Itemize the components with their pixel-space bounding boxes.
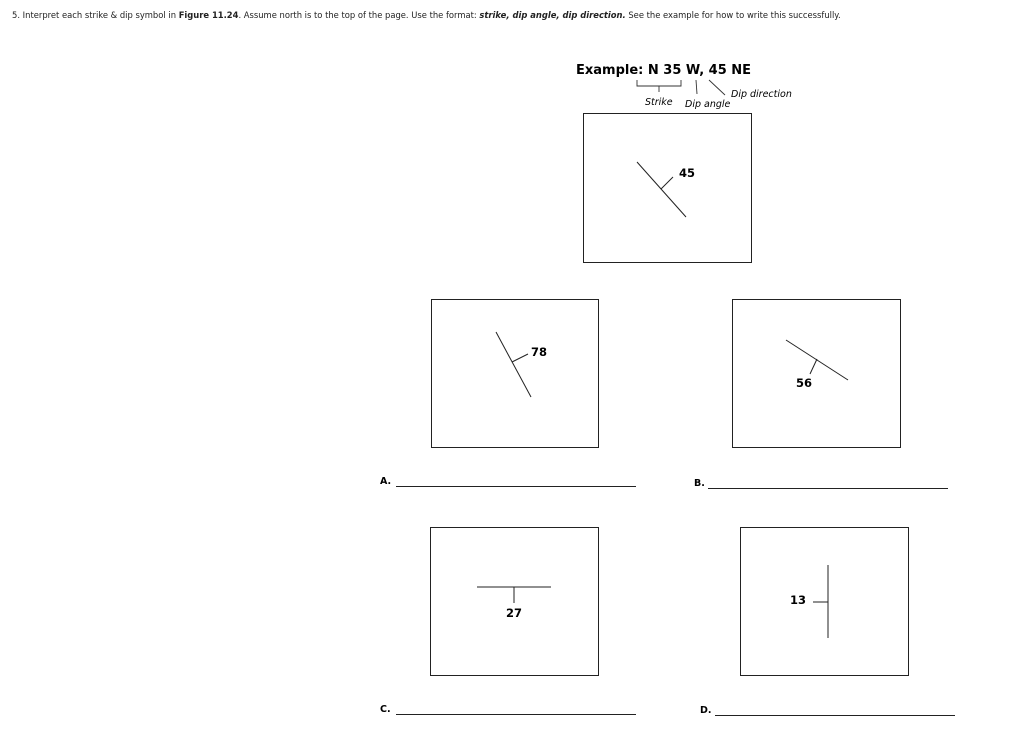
symbol-d-strike-dip: [741, 528, 910, 677]
symbol-box-d: [740, 527, 909, 676]
strike-bracket: [637, 80, 681, 86]
answer-b-label: B.: [694, 478, 705, 489]
instruction-number: 5.: [12, 10, 20, 20]
symbol-box-a: [431, 299, 599, 448]
symbol-b-dip-tick: [810, 359, 817, 374]
symbol-box-b: [732, 299, 901, 448]
symbol-d-dip-value: 13: [790, 593, 807, 607]
answer-format: strike, dip angle, dip direction.: [479, 10, 626, 20]
strike-annotation: Strike: [645, 97, 673, 108]
example-strike-dip-symbol: [584, 114, 753, 264]
symbol-a-dip-tick: [512, 354, 528, 362]
answer-c-label: C.: [380, 704, 391, 715]
answer-d-line[interactable]: [715, 715, 955, 716]
dip-direction-pointer: [709, 80, 725, 95]
answer-c-line[interactable]: [396, 714, 636, 715]
example-title: Example: N 35 W, 45 NE: [576, 63, 752, 78]
answer-d-label: D.: [700, 705, 712, 716]
symbol-a-strike-line: [496, 332, 531, 397]
symbol-c-dip-value: 27: [506, 606, 523, 620]
instruction-tail: See the example for how to write this successfully.: [628, 10, 841, 20]
instruction-lead: Interpret each strike & dip symbol in: [22, 10, 177, 20]
answer-a-line[interactable]: [396, 486, 636, 487]
example-dip-value: 45: [679, 166, 696, 180]
symbol-c-strike-dip: [431, 528, 600, 677]
dip-angle-annotation: Dip angle: [685, 99, 731, 110]
dip-direction-annotation: Dip direction: [731, 89, 792, 100]
symbol-a-strike-dip: [432, 300, 600, 449]
instruction-text: [12, 10, 841, 20]
symbol-a-dip-value: 78: [531, 345, 548, 359]
example-symbol-box: [583, 113, 752, 263]
symbol-b-dip-value: 56: [796, 376, 813, 390]
answer-b-line[interactable]: [708, 488, 948, 489]
dip-angle-pointer: [696, 80, 697, 94]
figure-reference: Figure 11.24: [178, 10, 239, 20]
answer-a-label: A.: [380, 476, 392, 487]
instruction-mid: . Assume north is to the top of the page. Use the format:: [238, 10, 477, 20]
symbol-b-strike-dip: [733, 300, 902, 449]
example-dip-tick: [661, 177, 673, 189]
symbol-box-c: [430, 527, 599, 676]
